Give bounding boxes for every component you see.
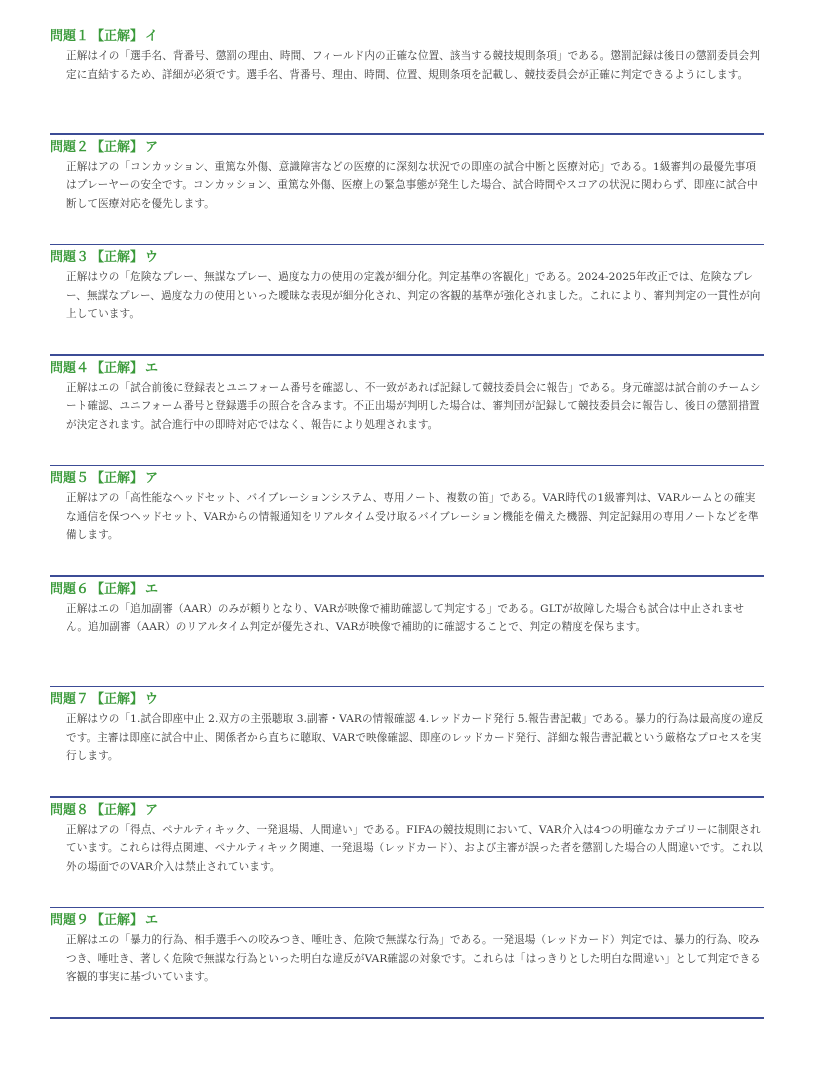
- answer-choice: エ: [145, 581, 159, 597]
- answer-label: 【正解】: [91, 360, 144, 376]
- answer-label: 【正解】: [91, 692, 144, 707]
- answer-heading: [50, 249, 764, 267]
- answer-label: 【正解】: [91, 29, 144, 44]
- answer-choice: ウ: [145, 692, 159, 707]
- divider: [50, 796, 764, 798]
- answer-explanation: 正解はエの「暴力的行為、相手選手への咬みつき、唾吐き、危険で無謀な行為」である。一発退場（レッドカード）判定では、暴力的行為、咬みつき、唾吐き、著しく危険で無謀な行為といった明白な違反がVAR確認の対象です。これらは「はっきりとした明白な間違い」として判定できる客観的事実に基づいています。: [66, 934, 761, 984]
- answer-item-9: [50, 912, 764, 1019]
- answer-item-2: [50, 139, 764, 246]
- divider: [50, 133, 764, 135]
- answer-explanation: 正解はアの「得点、ペナルティキック、一発退場、人間違い」である。FIFAの競技規則において、VAR介入は4つの明確なカテゴリーに制限されています。これらは得点関連、ペナルティキック関連、一発退場（レッドカード）、および主審が誤った者を懲罰した場合の人間違いです。これ以外の場面でのVAR介入は禁止されています。: [66, 823, 763, 873]
- answer-item-3: [50, 249, 764, 356]
- divider: [50, 575, 764, 577]
- answer-explanation: 正解はアの「高性能なヘッドセット、バイブレーションシステム、専用ノート、複数の笛」である。VAR時代の1級審判は、VARルームとの確実な通信を保つヘッドセット、VARからの情報通知をリアルタイム受け取るバイブレーション機能を備えた機器、判定記録用の専用ノートなどを準備します。: [66, 492, 759, 542]
- answer-item-6: [50, 581, 764, 688]
- question-number: 問題１: [50, 29, 90, 44]
- answer-heading: [50, 470, 764, 488]
- answer-explanation: 正解はアの「コンカッション、重篤な外傷、意識障害などの医療的に深刻な状況での即座の試合中断と医療対応」である。1級審判の最優先事項はプレーヤーの安全です。コンカッション、重篤な外傷、医療上の緊急事態が発生した場合、試合時間やスコアの状況に関わらず、即座に試合中断して医療対応を優先します。: [66, 160, 758, 210]
- question-number: 問題９: [50, 913, 90, 928]
- answer-explanation: 正解はエの「試合前後に登録表とユニフォーム番号を確認し、不一致があれば記録して競技委員会に報告」である。身元確認は試合前のチームシート確認、ユニフォーム番号と登録選手の照合を含みます。不正出場が判明した場合は、審判団が記録して競技委員会に報告し、後日の懲罰措置が決定されます。試合進行中の即時対応ではなく、報告により処理されます。: [66, 381, 761, 431]
- question-number: 問題８: [50, 802, 90, 818]
- answer-choice: イ: [145, 29, 159, 44]
- answer-explanation: 正解はエの「追加副審（AAR）のみが頼りとなり、VARが映像で補助確認して判定する」である。GLTが故障した場合も試合は中止されません。追加副審（AAR）のリアルタイム判定が優先され、VARが映像で補助的に確認することで、判定の精度を保ちます。: [66, 602, 744, 634]
- answer-choice: エ: [145, 913, 159, 928]
- question-number: 問題６: [50, 581, 90, 597]
- answer-label: 【正解】: [91, 250, 144, 265]
- divider: [50, 465, 764, 467]
- answer-choice: ア: [145, 802, 159, 818]
- answer-label: 【正解】: [91, 581, 144, 597]
- answer-item-4: [50, 360, 764, 467]
- question-number: 問題７: [50, 692, 90, 707]
- answer-list: [50, 24, 764, 1019]
- answer-item-1: [50, 28, 764, 135]
- question-number: 問題５: [50, 471, 90, 486]
- answer-choice: ウ: [145, 250, 159, 265]
- divider: [50, 686, 764, 688]
- question-number: 問題４: [50, 360, 90, 376]
- answer-heading: [50, 802, 764, 820]
- answer-heading: [50, 360, 764, 378]
- answer-item-5: [50, 470, 764, 577]
- answer-heading: [50, 691, 764, 709]
- answer-explanation: 正解はイの「選手名、背番号、懲罰の理由、時間、フィールド内の正確な位置、該当する競技規則条項」である。懲罰記録は後日の懲罰委員会判定に直結するため、詳細が必須です。選手名、背番号、理由、時間、位置、規則条項を記載し、競技委員会が正確に判定できるようにします。: [66, 50, 761, 81]
- answer-choice: エ: [145, 360, 159, 376]
- divider: [50, 1017, 764, 1019]
- answer-choice: ア: [145, 471, 159, 486]
- answer-label: 【正解】: [91, 913, 144, 928]
- answer-label: 【正解】: [91, 471, 144, 486]
- answer-item-8: [50, 802, 764, 909]
- answer-explanation: 正解はウの「危険なプレー、無謀なプレー、過度な力の使用の定義が細分化。判定基準の客観化」である。2024-2025年改正では、危険なプレー、無謀なプレー、過度な力の使用といった曖昧な表現が細分化され、判定の客観的基準が強化されました。これにより、審判判定の一貫性が向上しています。: [66, 271, 761, 321]
- answer-heading: [50, 28, 764, 46]
- answer-choice: ア: [145, 139, 159, 155]
- answer-label: 【正解】: [91, 139, 144, 155]
- answer-label: 【正解】: [91, 802, 144, 818]
- question-number: 問題２: [50, 139, 90, 155]
- answer-heading: [50, 581, 764, 599]
- divider: [50, 354, 764, 356]
- question-number: 問題３: [50, 250, 90, 265]
- answer-heading: [50, 139, 764, 157]
- answer-heading: [50, 912, 764, 930]
- answer-explanation: 正解はウの「1.試合即座中止 2.双方の主張聴取 3.副審・VARの情報確認 4.レッドカード発行 5.報告書記載」である。暴力的行為は最高度の違反です。主審は即座に試合中止、関係者から直ちに聴取、VARで映像確認、即座のレッドカード発行、詳細な報告書記載という厳格なプロセスを実行します。: [66, 713, 764, 763]
- answer-item-7: [50, 691, 764, 798]
- divider: [50, 244, 764, 246]
- divider: [50, 907, 764, 909]
